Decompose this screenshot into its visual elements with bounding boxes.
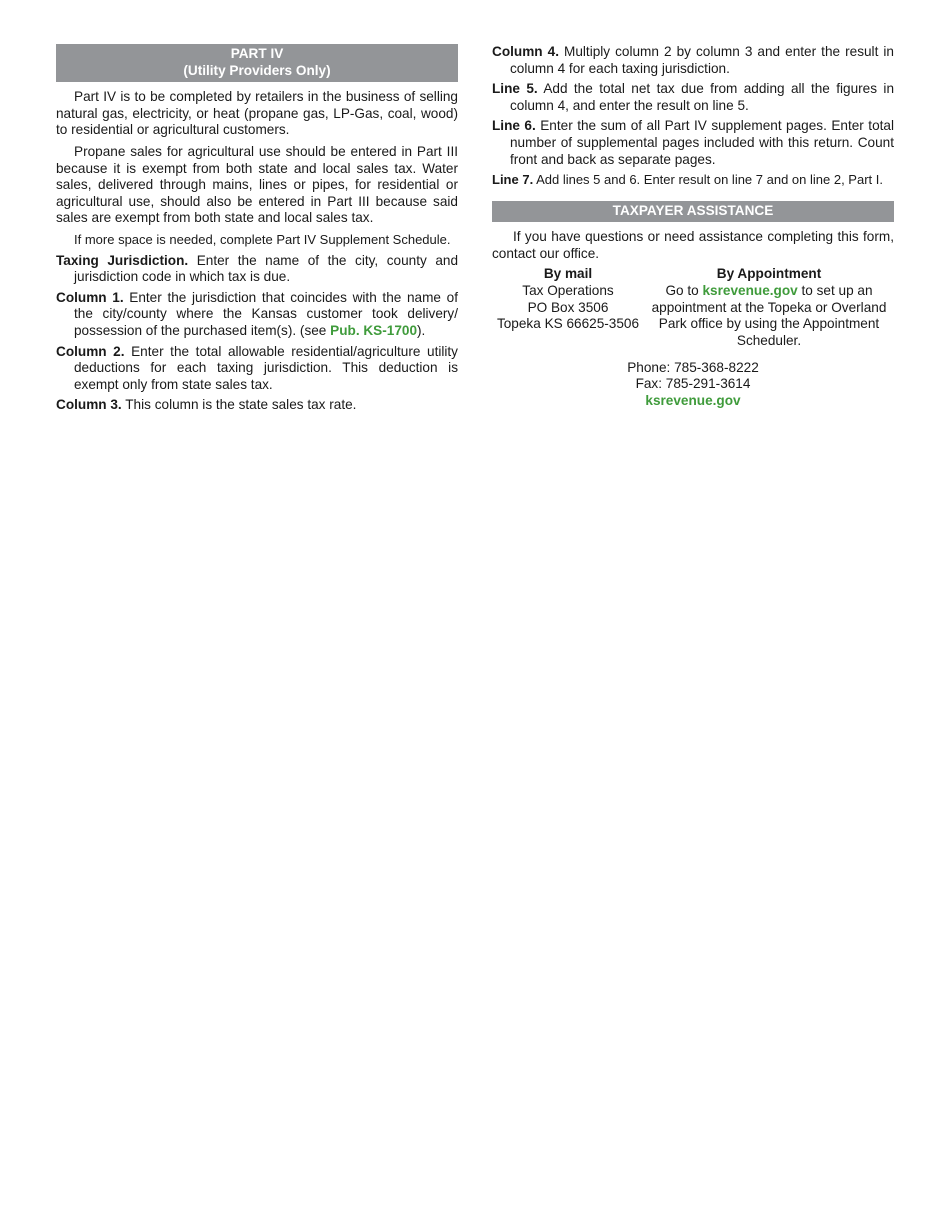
by-mail-block bbox=[492, 266, 644, 350]
phone-number: Phone: 785-368-8222 bbox=[627, 359, 759, 375]
line-5-label: Line 5. bbox=[492, 81, 538, 97]
appointment-suffix: to set up an appointment at the Topeka or Overland Park office by using the Appointment Scheduler. bbox=[651, 283, 887, 348]
pub-ks-1700-link[interactable]: Pub. KS-1700 bbox=[330, 322, 418, 338]
column-1-text: Enter the jurisdiction that coincides with the name of the city/county where the Kansas customer took delivery/ possession of the purchased item(s). (see bbox=[74, 289, 458, 338]
right-column bbox=[492, 44, 894, 409]
ksrevenue-website-link[interactable]: ksrevenue.gov bbox=[645, 392, 741, 408]
line-6-text: Enter the sum of all Part IV supplement pages. Enter total number of supplemental pages included with this return. Count front and back as separate pages. bbox=[510, 118, 895, 167]
column-3-text: This column is the state sales tax rate. bbox=[121, 397, 357, 413]
part-iv-subtitle: (Utility Providers Only) bbox=[183, 62, 331, 78]
ksrevenue-link-appointment[interactable]: ksrevenue.gov bbox=[702, 283, 798, 299]
fax-number: Fax: 785-291-3614 bbox=[635, 376, 751, 392]
column-4-item bbox=[492, 44, 894, 77]
line-7-item bbox=[492, 172, 894, 189]
mail-line-po-box: PO Box 3506 bbox=[527, 299, 609, 315]
taxing-jurisdiction-label: Taxing Jurisdiction. bbox=[56, 252, 189, 268]
line-6-item bbox=[492, 118, 894, 168]
taxing-jurisdiction-text: Enter the name of the city, county and jurisdiction code in which tax is due. bbox=[74, 252, 458, 285]
appointment-text bbox=[644, 283, 894, 349]
column-2-label: Column 2. bbox=[56, 343, 125, 359]
by-mail-heading: By mail bbox=[543, 265, 593, 281]
column-1-item bbox=[56, 290, 458, 340]
left-column bbox=[56, 44, 458, 414]
part-iv-banner bbox=[56, 44, 458, 82]
by-appointment-block bbox=[644, 266, 894, 350]
part-iv-intro-paragraph: Part IV is to be completed by retailers in the business of selling natural gas, electricity, or heat (propane gas, LP-Gas, coal, wood) to residential or agricultural customers. bbox=[56, 89, 458, 138]
line-7-label: Line 7. bbox=[492, 172, 534, 188]
column-1-label: Column 1. bbox=[56, 289, 124, 305]
column-2-item bbox=[56, 344, 458, 394]
column-1-tail: ). bbox=[417, 322, 426, 338]
part-iv-title: PART IV bbox=[230, 46, 284, 61]
supplement-note: If more space is needed, complete Part IV Supplement Schedule. bbox=[74, 231, 451, 247]
contact-options bbox=[492, 266, 894, 350]
column-4-text: Multiply column 2 by column 3 and enter the result in column 4 for each taxing jurisdiction. bbox=[510, 44, 894, 76]
column-2-text: Enter the total allowable residential/agriculture utility deductions for each taxing jurisdiction. This deduction is exempt only from state sales tax. bbox=[74, 343, 458, 392]
line-5-item bbox=[492, 81, 894, 114]
line-7-text: Add lines 5 and 6. Enter result on line 7 and on line 2, Part I. bbox=[533, 172, 883, 188]
taxpayer-assistance-banner: TAXPAYER ASSISTANCE bbox=[492, 201, 894, 223]
column-3-item bbox=[56, 397, 458, 414]
line-5-text: Add the total net tax due from adding all the figures in column 4, and enter the result on line 5. bbox=[510, 81, 895, 113]
mail-line-office: Tax Operations bbox=[522, 283, 614, 299]
phone-fax-block bbox=[492, 360, 894, 410]
assistance-intro: If you have questions or need assistance completing this form, contact our office. bbox=[492, 229, 894, 261]
appointment-prefix: Go to bbox=[665, 283, 703, 299]
column-3-label: Column 3. bbox=[56, 397, 122, 413]
taxing-jurisdiction-item bbox=[56, 253, 458, 286]
line-6-label: Line 6. bbox=[492, 118, 536, 134]
column-4-label: Column 4. bbox=[492, 44, 559, 59]
mail-line-city: Topeka KS 66625-3506 bbox=[496, 316, 640, 332]
by-appointment-heading: By Appointment bbox=[716, 265, 822, 281]
propane-paragraph: Propane sales for agricultural use should be entered in Part III because it is exempt from both state and local sales tax. Water sales, delivered through mains, lines or pipes, for residential or agricultural use, should also be entered in Part III because said sales are exempt from both state and local sales tax. bbox=[56, 143, 458, 226]
